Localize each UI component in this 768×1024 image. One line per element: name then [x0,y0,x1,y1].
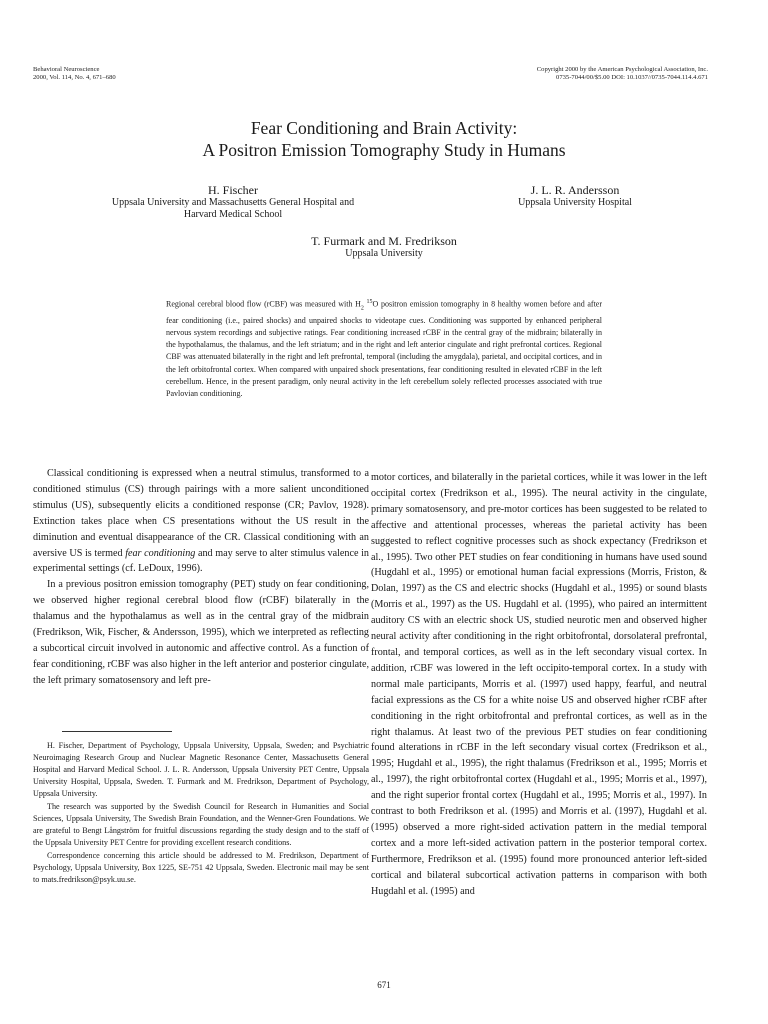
journal-name: Behavioral Neuroscience [33,66,100,73]
abstract [166,296,602,401]
footnote-correspondence: Correspondence concerning this article should be addressed to M. Fredrikson, Department of Psychology, Uppsala University, Box 1225, SE-751 42 Uppsala, Sweden. Electronic mail may be sent to mats.fredrikson@psyk.uu.se. [33,851,369,884]
author-name: J. L. R. Andersson [530,183,620,197]
page-number: 671 [377,980,391,990]
footnote-funding: The research was supported by the Swedish Council for Research in Humanities and Social Sciences, Uppsala University, The Swedish Brain Foundation, and the Wenner-Gren Foundations. We are grateful to Bengt Långström for fruitful discussions regarding the study design and to the staff of the Uppsala University PET Centre for providing excellent research conditions. [33,802,369,847]
footnote-divider [62,731,172,732]
author-block-furmark-fredrikson [184,234,584,260]
author-name: H. Fischer [208,183,258,197]
body-column-right [371,470,707,899]
doi-line: 0735-7044/00/$5.00 DOI: 10.1037//0735-7044.114.4.671 [556,74,708,81]
text-run: Classical conditioning is expressed when a neutral stimulus, transformed to a conditioned stimulus (CS) through pairings with a more salient unconditioned stimulus (US), subsequently elicits a conditioned response (CR; Pavlov, 1928). Extinction takes place when CS presentations without the US result in the diminution and eventual disappearance of the CR. Classical conditioning with an aversive US is termed [33,468,369,559]
author-affiliation: Harvard Medical School [183,209,283,220]
superscript: 15 [366,299,373,305]
copyright-notice [537,66,708,82]
paragraph: motor cortices, and bilaterally in the parietal cortices, while it was lower in the left occipital cortex (Fredrikson et al., 1995). The neural activity in the cingulate, primary somatosensory, and pre-motor cortices has been suggested to be related to affective and attentional processes, whereas the parietal activity has been suggested to reflect cognitive processes such as shock expectancy (Fredrikson et al., 1995). Two other PET studies on fear conditioning in humans have used sound (Hugdahl et al., 1995) or emotional human facial expressions (Morris, Friston, & Dolan, 1997) as the CS and electric shocks (Hugdahl et al., 1995) or sound blasts (Morris et al., 1997) as the US. Hugdahl et al. (1995), who paired an intermittent auditory CS with an electric shock US, studied neurotic men and observed higher neural activity after conditioning in the right orbitofrontal, dorsolateral prefrontal, frontal, and temporal cortices, as well as in the left secondary visual cortex. In addition, rCBF was lowered in the left occipito-temporal cortex. In a study with normal male participants, Morris et al. (1997) used happy, fearful, and neutral facial expressions as the CS for a white noise US and observed higher rCBF after conditioning in the right orbitofrontal and prefrontal cortices, as well as in the right thalamus. At least two of the previous PET studies on fear conditioning found alterations in rCBF in the left secondary visual cortex (Fredrikson et al., 1995; Hugdahl et al., 1995), the right thalamus (Fredrikson et al., 1995; Morris et al., 1997), the right orbitofrontal cortex (Hugdahl et al., 1995; Morris et al., 1997), and the right superior frontal cortex (Hugdahl et al., 1995; Morris et al., 1997). In contrast to both Fredrikson et al. (1995) and Morris et al. (1997), Hugdahl et al. (1995) observed a more right-sided activation pattern in the medial temporal cortex and a more left-sided activation pattern in the posterior temporal cortex. Furthermore, Fredrikson et al. (1995) found more pronounced anterior left-sided cortical and bilateral subcortical activation patterns in comparison with both Hugdahl et al. (1995) and [371,472,707,897]
abstract-text: Regional cerebral blood flow (rCBF) was measured with H [166,299,361,309]
paragraph: In a previous positron emission tomography (PET) study on fear conditioning, we observed higher regional cerebral blood flow (rCBF) bilaterally in the thalamus and the hypothalamus as well as in the central gray of the midbrain (Fredrikson, Wik, Fischer, & Andersson, 1995), which we interpreted as reflecting a subcortical circuit involved in autonomic and affective control. As a function of fear conditioning, rCBF was also higher in the left anterior and posterior cingulate, the left primary somatosensory and left pre- [33,579,369,686]
journal-citation [33,66,116,82]
emphasis: fear conditioning [125,547,196,559]
paragraph [33,466,369,577]
text-run: and may serve to alter stimulus valence in experimental settings (cf. LeDoux, 1996). [33,547,369,575]
author-affiliation: Uppsala University and Massachusetts General Hospital and [111,197,355,208]
author-name: T. Furmark and M. Fredrikson [311,234,457,248]
body-column-left [33,466,369,689]
paper-title-line-1: Fear Conditioning and Brain Activity: [250,118,518,138]
paper-title-line-2: A Positron Emission Tomography Study in Humans [202,140,566,160]
author-block-fischer [33,183,433,221]
footnote-affiliations: H. Fischer, Department of Psychology, Uppsala University, Uppsala, Sweden; and Psychiatric Neuroimaging Research Group and Nuclear Magnetic Resonance Center, Massachusetts General Hospital and Harvard Medical School. J. L. R. Andersson, Uppsala University PET Centre, Uppsala University Hospital, Uppsala, Sweden. T. Furmark and M. Fredrikson, Department of Psychology, Uppsala University. [33,741,369,798]
abstract-text: O positron emission tomography in 8 healthy women before and after fear conditioning (i.e., paired shocks) and unpaired shocks to videotape cues. Conditioning was supported by enhanced peripheral nervous system recordings and subjective ratings. Fear conditioning increased rCBF in the central gray of the midbrain; bilaterally in the hypothalamus, the thalamus, and the left striatum; and in the right and left anterior cingulate and right prefrontal cortices. Regional CBF was attenuated bilaterally in the right and left prefrontal, temporal (including the amygdala), parietal, and occipital cortices, and in the left orbitofrontal cortex. When compared with unpaired shock presentations, fear conditioning resulted in elevated rCBF in the left cerebellum. Hence, in the present paradigm, only neural activity in the left cerebellum solely reflected processes associated with true Pavlovian conditioning. [166,299,603,399]
journal-volume: 2000, Vol. 114, No. 4, 671–680 [33,74,116,81]
copyright-line: Copyright 2000 by the American Psychological Association, Inc. [536,66,708,73]
author-affiliation: Uppsala University Hospital [518,197,632,208]
footnotes [33,740,369,887]
author-block-andersson [450,183,700,209]
subscript: 2 [360,305,364,312]
author-affiliation: Uppsala University [345,248,423,259]
